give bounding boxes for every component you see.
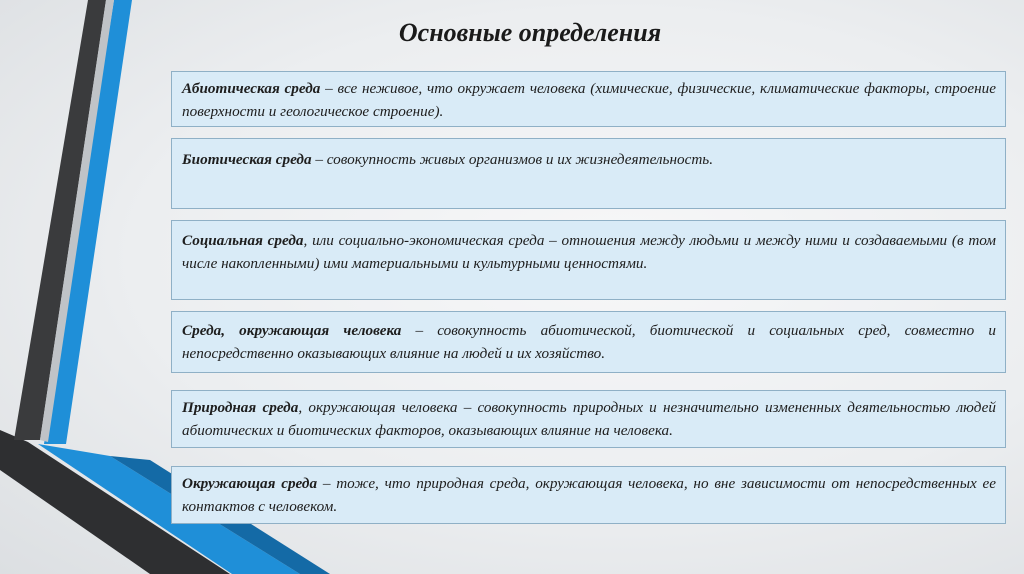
definition-text: – совокупность абиотической, биотической и социальных сред, совместно и непосредственно оказывающих влияние на людей и их хозяйство. (182, 322, 997, 362)
definition-text: , окружающая человека – совокупность природных и незначительно измененных деятельностью людей абиотических и биотических факторов, оказывающих влияние на человека. (182, 399, 996, 439)
definition-term: Окружающая среда (182, 475, 318, 492)
definition-card-biotic (171, 138, 1006, 209)
definition-text: – совокупность живых организмов и их жизнедеятельность. (311, 151, 714, 168)
definition-card-surrounding (171, 466, 1006, 524)
definition-card-human-environment (171, 311, 1006, 373)
definition-term: Природная среда (182, 399, 299, 416)
definition-card-social (171, 220, 1006, 300)
definition-term: Среда, окружающая человека (182, 322, 402, 339)
definition-text: – все неживое, что окружает человека (химические, физические, климатические факторы, строение поверхности и геологическое строение). (182, 80, 996, 120)
definition-term: Биотическая среда (182, 151, 312, 168)
definition-text: , или социально-экономическая среда – отношения между людьми и между ними и создаваемыми (в том числе накопленными) ими материальными и культурными ценностями. (182, 232, 996, 272)
definition-term: Абиотическая среда (182, 80, 321, 97)
definition-card-natural (171, 390, 1006, 448)
slide-title: Основные определения (398, 18, 662, 47)
definition-term: Социальная среда (182, 232, 304, 249)
definition-card-abiotic (171, 71, 1006, 127)
definition-text: – тоже, что природная среда, окружающая человека, но вне зависимости от непосредственных ее контактов с человеком. (182, 475, 996, 515)
